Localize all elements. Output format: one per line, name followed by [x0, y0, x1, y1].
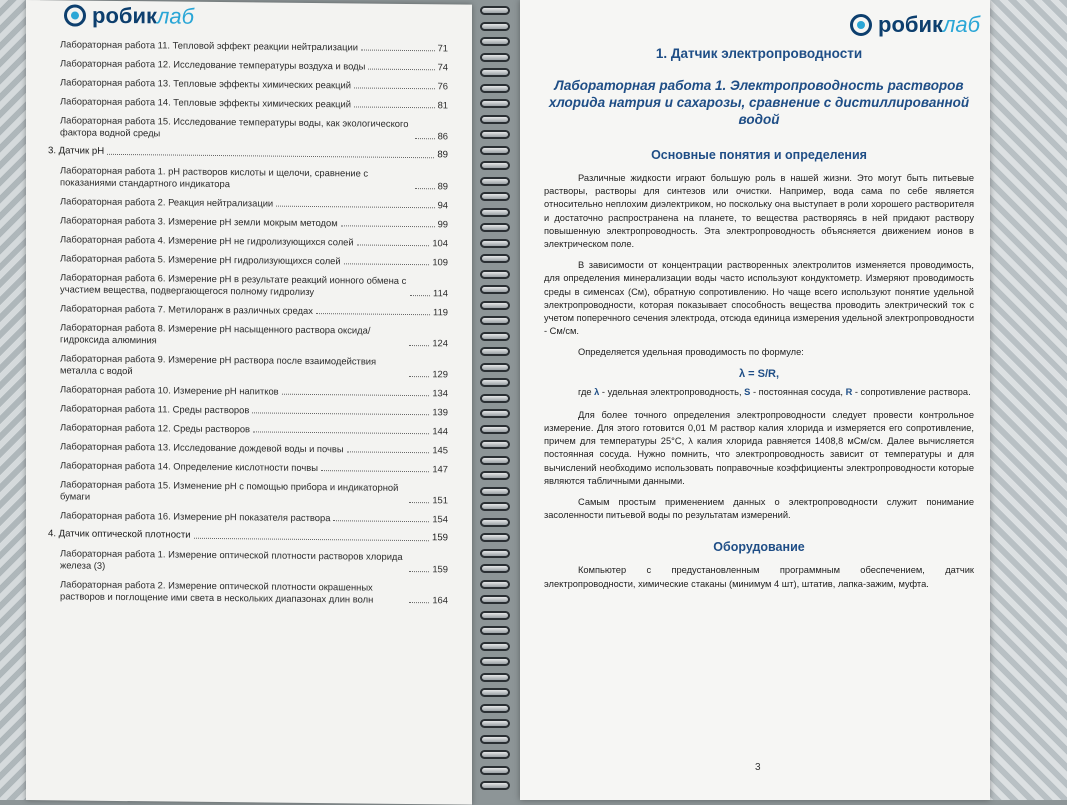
spiral-coil: [480, 285, 510, 294]
spiral-coil: [480, 84, 510, 93]
toc-leader-dots: [341, 225, 435, 227]
toc-entry: [48, 421, 448, 437]
toc-page-number: 159: [431, 532, 448, 544]
toc-leader-dots: [316, 313, 430, 315]
toc-leader-dots: [276, 206, 434, 209]
toc-entry-title: Лабораторная работа 12. Исследование температуры воздуха и воды: [60, 57, 366, 72]
toc-page-number: 119: [433, 306, 448, 318]
toc-page-number: 144: [432, 425, 448, 437]
spiral-coil: [480, 68, 510, 77]
toc-entry: [48, 383, 448, 399]
spiral-coil: [480, 378, 510, 387]
toc-page-number: 139: [432, 406, 448, 418]
toc-entry-title: Лабораторная работа 12. Среды растворов: [60, 421, 251, 435]
toc-entry-title: Лабораторная работа 6. Измерение pH в результате реакций ионного обмена с участием вещества, подвергающегося полному гидролизу: [60, 271, 407, 298]
spiral-coil: [480, 502, 510, 511]
section-heading-concepts: Основные понятия и определения: [651, 148, 867, 162]
toc-leader-dots: [344, 263, 430, 265]
spiral-coil: [480, 673, 510, 682]
toc-page-number: 124: [432, 337, 448, 349]
left-page: [26, 0, 472, 805]
spiral-coil: [480, 115, 510, 124]
toc-entry-title: Лабораторная работа 9. Измерение pH раствора после взаимодействия металла с водой: [60, 352, 377, 377]
spiral-coil: [480, 192, 510, 201]
toc-page-number: 134: [432, 387, 448, 399]
spiral-coil: [480, 456, 510, 465]
toc-entry-title: Лабораторная работа 10. Измерение pH напитков: [60, 383, 279, 397]
spiral-coil: [480, 688, 510, 697]
legend-text: - удельная электропроводность,: [599, 386, 745, 397]
spiral-coil: [480, 533, 510, 542]
spiral-binding: [472, 0, 520, 800]
legend-text: - сопротивление раствора.: [852, 386, 971, 397]
toc-entry-title: Лабораторная работа 11. Тепловой эффект реакции нейтрализации: [60, 38, 358, 53]
toc-entry-title: Лабораторная работа 7. Метилоранж в различных средах: [60, 302, 313, 317]
spiral-coil: [480, 735, 510, 744]
spiral-coil: [480, 440, 510, 449]
toc-entry: [48, 478, 448, 506]
toc-entry-title: Лабораторная работа 3. Измерение pH земли мокрым методом: [60, 214, 338, 229]
toc-entry-title: Лабораторная работа 4. Измерение pH не гидролизующихся солей: [60, 233, 354, 248]
toc-entry-title: Лабораторная работа 8. Измерение pH насыщенного раствора оксида/гидроксида алюминия: [60, 321, 371, 346]
toc-leader-dots: [410, 295, 430, 296]
toc-leader-dots: [409, 502, 429, 503]
spiral-coil: [480, 363, 510, 372]
toc-leader-dots: [409, 571, 429, 572]
toc-entry: [48, 214, 448, 230]
toc-section: [48, 528, 448, 544]
brand-name: робик: [92, 2, 158, 29]
spiral-coil: [480, 394, 510, 403]
toc-leader-dots: [282, 394, 430, 397]
brand-suffix: лаб: [943, 12, 981, 37]
spiral-coil: [480, 161, 510, 170]
toc-page-number: 86: [437, 130, 448, 142]
toc-page-number: 164: [432, 594, 448, 606]
spiral-coil: [480, 146, 510, 155]
spiral-coil: [480, 409, 510, 418]
toc-entry: [48, 321, 448, 349]
toc-entry: [48, 114, 448, 142]
paragraph: В зависимости от концентрации растворенных электролитов изменяется проводимость, для определения минерализации воды часто используют кондуктометр. Измеряют проводимость среды в сименсах (См), обратную сопротивлению. Но чаще всего используют понятие удельной электропроводности, которая показывает способность вещества проводить электрический ток с учетом поперечного сечения электрода, отсюда единица измерения удельной электропроводности - См/см.: [544, 260, 975, 337]
toc-leader-dots: [368, 69, 434, 71]
toc-leader-dots: [252, 412, 429, 415]
toc-page-number: 114: [433, 287, 448, 299]
toc-page-number: 99: [437, 218, 448, 230]
spiral-coil: [480, 564, 510, 573]
toc-page-number: 89: [437, 149, 448, 161]
toc-page-number: 74: [437, 61, 448, 73]
toc-entry: [48, 38, 448, 54]
spiral-coil: [480, 595, 510, 604]
brand-logo-right: [850, 12, 980, 38]
spiral-coil: [480, 301, 510, 310]
spiral-coil: [480, 425, 510, 434]
toc-leader-dots: [361, 50, 435, 52]
spiral-coil: [480, 750, 510, 759]
toc-page-number: 151: [432, 494, 448, 506]
toc-entry: [48, 76, 448, 92]
toc-entry: [48, 578, 448, 606]
chapter-title: 1. Датчик электропроводности: [655, 46, 863, 61]
paragraph: Определяется удельная проводимость по формуле:: [578, 347, 804, 358]
spiral-coil: [480, 766, 510, 775]
spiral-coil: [480, 611, 510, 620]
toc-entry-title: Лабораторная работа 1. Измерение оптической плотности растворов хлорида железа (3): [60, 547, 403, 571]
toc-entry: [48, 509, 448, 525]
spiral-coil: [480, 781, 510, 790]
spiral-coil: [480, 208, 510, 217]
spiral-coil: [480, 53, 510, 62]
spiral-coil: [480, 549, 510, 558]
spiral-coil: [480, 22, 510, 31]
brand-name: робик: [878, 12, 944, 37]
spiral-coil: [480, 471, 510, 480]
toc-page-number: 159: [432, 563, 448, 575]
toc-entry: [48, 57, 448, 73]
toc-entry-title: Лабораторная работа 14. Определение кислотности почвы: [60, 459, 318, 474]
spiral-coil: [480, 223, 510, 232]
toc-entry: [48, 271, 448, 299]
toc-leader-dots: [333, 520, 429, 522]
right-page: [520, 0, 990, 800]
toc-entry: [48, 164, 448, 192]
toc-leader-dots: [253, 431, 429, 434]
toc-page-number: 94: [437, 199, 448, 211]
spiral-coil: [480, 6, 510, 15]
toc-entry-title: Лабораторная работа 15. Изменение pH с помощью прибора и индикаторной бумаги: [60, 478, 399, 502]
spiral-coil: [480, 99, 510, 108]
legend-prefix: где: [578, 386, 592, 397]
toc-entry-title: Лабораторная работа 13. Исследование дождевой воды и почвы: [60, 440, 344, 455]
toc-leader-dots: [107, 154, 434, 158]
toc-entry-title: Лабораторная работа 14. Тепловые эффекты химических реакций: [60, 95, 352, 110]
toc-leader-dots: [354, 106, 435, 108]
toc-section: [48, 145, 448, 161]
toc-entry-title: Лабораторная работа 13. Тепловые эффекты химических реакций: [60, 76, 352, 91]
spiral-coil: [480, 704, 510, 713]
page-number: 3: [755, 762, 761, 773]
symbol-r: R: [845, 386, 853, 397]
toc-entry: [48, 459, 448, 475]
page-content: [544, 40, 974, 599]
symbol-s: S: [744, 386, 751, 397]
spiral-coil: [480, 642, 510, 651]
legend-text: - постоянная сосуда,: [750, 386, 846, 397]
spiral-coil: [480, 316, 510, 325]
lab-title: Лабораторная работа 1. Электропроводность растворов хлорида натрия и сахарозы, сравнение с дистиллированной водой: [548, 78, 970, 127]
toc-leader-dots: [321, 470, 429, 472]
toc-entry: [48, 402, 448, 418]
toc-entry: [48, 252, 448, 268]
paragraph: Для более точного определения электропроводности следует провести контрольное измерение. Для этого готовится 0,01 М раствор калия хлорида и измеряется его сопротивление, причем для температуры 25°С, λ калия хлорида равняется 1408,8 мСм/см. Далее вычисляется постоянная сосуда. Нужно помнить, что электропроводность зависит от температуры и для вычислений необходимо использовать поправочные коэффициенты электропроводности которые являются табличными данными.: [544, 409, 974, 486]
spiral-coil: [480, 37, 510, 46]
toc-entry-title: Лабораторная работа 2. Измерение оптической плотности окрашенных растворов и поглощение ими света в нескольких диапазонах длин волн: [60, 578, 374, 605]
spiral-coil: [480, 487, 510, 496]
spiral-coil: [480, 177, 510, 186]
toc-leader-dots: [409, 376, 429, 377]
table-of-contents: [48, 38, 448, 613]
toc-page-number: 147: [432, 463, 448, 475]
paragraph: Компьютер с предустановленным программным обеспечением, датчик электропроводности, химические стаканы (минимум 4 шт), штатив, лапка-зажим, муфта.: [544, 565, 974, 589]
spiral-coil: [480, 270, 510, 279]
section-heading-equipment: Оборудование: [713, 540, 805, 555]
toc-page-number: 104: [432, 237, 448, 249]
toc-leader-dots: [354, 87, 435, 89]
spiral-coil: [480, 626, 510, 635]
brand-logo-left: [64, 2, 194, 29]
toc-page-number: 129: [432, 368, 448, 380]
toc-leader-dots: [415, 188, 435, 189]
toc-entry: [48, 95, 448, 111]
spiral-coil: [480, 239, 510, 248]
spiral-coil: [480, 332, 510, 341]
toc-leader-dots: [194, 538, 429, 541]
spiral-coil: [480, 130, 510, 139]
toc-leader-dots: [409, 345, 429, 346]
brand-suffix: лаб: [157, 3, 195, 29]
paragraph: Самым простым применением данных о электропроводности служит понимание засоленности питьевой воды по результатам измерений.: [544, 497, 974, 521]
toc-entry-title: Лабораторная работа 15. Исследование температуры воды, как экологического фактора водной среды: [60, 114, 409, 139]
toc-page-number: 76: [437, 80, 448, 92]
toc-leader-dots: [357, 244, 430, 246]
toc-page-number: 145: [432, 444, 448, 456]
spiral-coil: [480, 657, 510, 666]
spiral-coil: [480, 580, 510, 589]
toc-entry-title: Лабораторная работа 16. Измерение pH показателя раствора: [60, 509, 331, 524]
spiral-coil: [480, 719, 510, 728]
brand-mark-icon: [850, 14, 872, 36]
toc-leader-dots: [409, 602, 429, 603]
toc-entry-title: Лабораторная работа 5. Измерение pH гидролизующихся солей: [60, 252, 341, 267]
toc-entry-title: 4. Датчик оптической плотности: [48, 528, 191, 541]
toc-entry-title: Лабораторная работа 11. Среды растворов: [60, 402, 250, 416]
toc-entry-title: Лабораторная работа 1. pH растворов кислоты и щелочи, сравнение с показаниями стандартного индикатора: [60, 164, 369, 190]
toc-page-number: 81: [437, 99, 448, 111]
spiral-coil: [480, 347, 510, 356]
toc-entry: [48, 233, 448, 249]
toc-entry: [48, 547, 448, 575]
toc-leader-dots: [415, 138, 435, 139]
toc-page-number: 89: [437, 180, 448, 192]
formula-legend: [544, 386, 974, 399]
paragraph: Различные жидкости играют большую роль в нашей жизни. Это могут быть питьевые растворы, растворы для синтезов или очистки. Например, вода сама по себе является относительно неплохим диэлектриком, но поскольку она выступает в роли хорошего растворителя и достаточно распространена на планете, то вещества растворяясь в ней придают раствору повышенную электропроводность. Эта электропроводность объясняется движением ионов в электрическом поле.: [544, 173, 974, 250]
toc-page-number: 71: [437, 42, 448, 54]
spiral-coil: [480, 518, 510, 527]
toc-entry: [48, 195, 448, 211]
toc-leader-dots: [347, 451, 430, 453]
toc-entry: [48, 352, 448, 380]
spiral-coil: [480, 254, 510, 263]
toc-entry: [48, 302, 448, 318]
symbol-lambda: λ: [594, 386, 600, 397]
formula: λ = S/R,: [738, 367, 780, 380]
toc-page-number: 154: [432, 513, 448, 525]
brand-mark-icon: [64, 4, 86, 26]
toc-entry-title: Лабораторная работа 2. Реакция нейтрализации: [60, 195, 274, 209]
toc-page-number: 109: [432, 256, 448, 268]
toc-entry: [48, 440, 448, 456]
toc-entry-title: 3. Датчик pH: [48, 145, 105, 157]
